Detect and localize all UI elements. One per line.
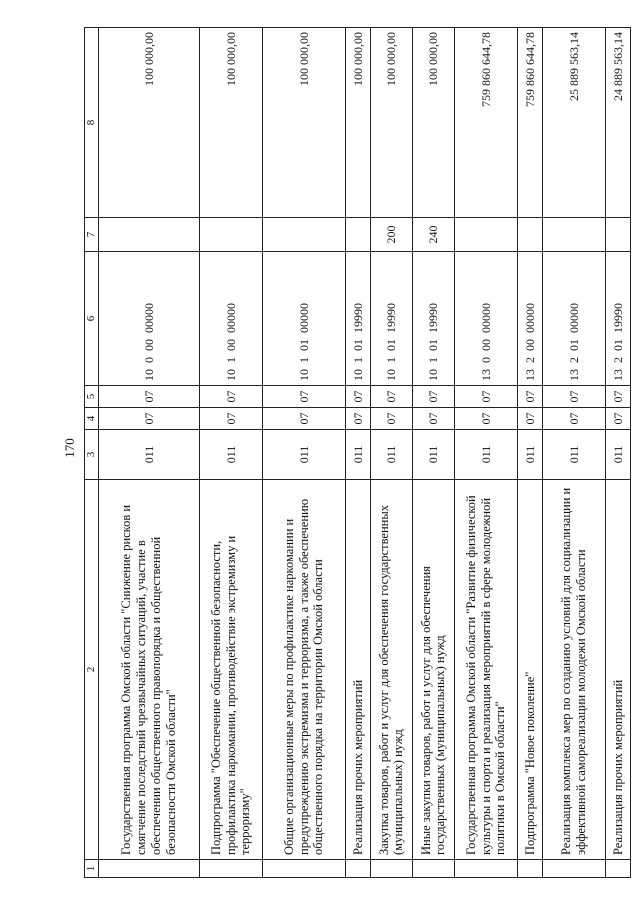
row-number-cell — [454, 860, 517, 878]
expense-type-cell — [542, 218, 605, 252]
row-name-cell: Закупка товаров, работ и услуг для обеспечения государственных (муниципальных) нужд — [370, 480, 412, 860]
section-code-cell: 07 — [262, 408, 345, 430]
expense-type-cell — [454, 218, 517, 252]
expense-type-cell — [605, 218, 630, 252]
table-row — [605, 28, 630, 878]
amount-cell: 100 000,00 — [412, 28, 454, 218]
row-number-cell — [98, 860, 199, 878]
amount-cell: 100 000,00 — [370, 28, 412, 218]
section-code-cell: 07 — [542, 408, 605, 430]
amount-cell: 759 860 644,78 — [454, 28, 517, 218]
row-name-cell: Подпрограмма "Новое поколение" — [517, 480, 542, 860]
subsection-code-cell: 07 — [454, 386, 517, 408]
admin-code-cell: 011 — [199, 430, 262, 480]
row-name-cell: Реализация комплекса мер по созданию условий для социализации и эффективной самореализации молодежи Омской области — [542, 480, 605, 860]
column-header: 2 — [85, 480, 99, 860]
admin-code-cell: 011 — [262, 430, 345, 480]
table-row — [98, 28, 199, 878]
amount-cell: 759 860 644,78 — [517, 28, 542, 218]
amount-cell: 100 000,00 — [199, 28, 262, 218]
subsection-code-cell: 07 — [542, 386, 605, 408]
subsection-code-cell: 07 — [370, 386, 412, 408]
section-code-cell: 07 — [370, 408, 412, 430]
row-number-cell — [605, 860, 630, 878]
section-code-cell: 07 — [517, 408, 542, 430]
target-article-cell: 13 0 00 00000 — [454, 252, 517, 386]
amount-cell: 25 889 563,14 — [542, 28, 605, 218]
admin-code-cell: 011 — [412, 430, 454, 480]
admin-code-cell: 011 — [370, 430, 412, 480]
row-name-cell: Общие организационные меры по профилактике наркомании и предупреждению экстремизма и терроризма, а также обеспечению общественного порядка на территории Омской области — [262, 480, 345, 860]
subsection-code-cell: 07 — [412, 386, 454, 408]
target-article-cell: 13 2 00 00000 — [517, 252, 542, 386]
table-row — [199, 28, 262, 878]
expense-type-cell: 200 — [370, 218, 412, 252]
section-code-cell: 07 — [454, 408, 517, 430]
column-header: 8 — [85, 28, 99, 218]
target-article-cell: 10 1 00 00000 — [199, 252, 262, 386]
row-name-cell: Иные закупки товаров, работ и услуг для обеспечения государственных (муниципальных) нужд — [412, 480, 454, 860]
amount-cell: 100 000,00 — [262, 28, 345, 218]
section-code-cell: 07 — [98, 408, 199, 430]
column-header: 5 — [85, 386, 99, 408]
row-number-cell — [412, 860, 454, 878]
subsection-code-cell: 07 — [199, 386, 262, 408]
rotated-page — [62, 28, 625, 878]
section-code-cell: 07 — [199, 408, 262, 430]
row-number-cell — [542, 860, 605, 878]
subsection-code-cell: 07 — [605, 386, 630, 408]
page-number: 170 — [62, 438, 77, 458]
subsection-code-cell: 07 — [98, 386, 199, 408]
row-number-cell — [370, 860, 412, 878]
table-row — [345, 28, 370, 878]
column-header: 6 — [85, 252, 99, 386]
expense-type-cell — [98, 218, 199, 252]
amount-cell: 100 000,00 — [98, 28, 199, 218]
column-header: 7 — [85, 218, 99, 252]
admin-code-cell: 011 — [454, 430, 517, 480]
column-header: 4 — [85, 408, 99, 430]
row-number-cell — [262, 860, 345, 878]
row-name-cell: Реализация прочих мероприятий — [345, 480, 370, 860]
expense-type-cell — [345, 218, 370, 252]
row-name-cell: Государственная программа Омской области "Развитие физической культуры и спорта и реализация мероприятий в сфере молодежной политики в Омской области" — [454, 480, 517, 860]
row-number-cell — [199, 860, 262, 878]
expense-type-cell — [262, 218, 345, 252]
row-number-cell — [517, 860, 542, 878]
admin-code-cell: 011 — [345, 430, 370, 480]
subsection-code-cell: 07 — [345, 386, 370, 408]
section-code-cell: 07 — [345, 408, 370, 430]
target-article-cell: 10 1 01 19990 — [370, 252, 412, 386]
row-number-cell — [345, 860, 370, 878]
amount-cell: 100 000,00 — [345, 28, 370, 218]
target-article-cell: 10 1 01 19990 — [412, 252, 454, 386]
subsection-code-cell: 07 — [262, 386, 345, 408]
table-row — [370, 28, 412, 878]
section-code-cell: 07 — [412, 408, 454, 430]
admin-code-cell: 011 — [517, 430, 542, 480]
subsection-code-cell: 07 — [517, 386, 542, 408]
target-article-cell: 10 1 01 19990 — [345, 252, 370, 386]
table-row — [517, 28, 542, 878]
table-row — [542, 28, 605, 878]
admin-code-cell: 011 — [542, 430, 605, 480]
target-article-cell: 13 2 01 00000 — [542, 252, 605, 386]
table-row — [454, 28, 517, 878]
amount-cell: 24 889 563,14 — [605, 28, 630, 218]
column-header: 1 — [85, 860, 99, 878]
target-article-cell: 13 2 01 19990 — [605, 252, 630, 386]
header-row — [85, 28, 99, 878]
row-name-cell: Государственная программа Омской области "Снижение рисков и смягчение последствий чрезвычайных ситуаций, участие в обеспечении общественного правопорядка и общественной безопасности Омской области" — [98, 480, 199, 860]
section-code-cell: 07 — [605, 408, 630, 430]
table-row — [412, 28, 454, 878]
admin-code-cell: 011 — [605, 430, 630, 480]
column-header: 3 — [85, 430, 99, 480]
admin-code-cell: 011 — [98, 430, 199, 480]
target-article-cell: 10 0 00 00000 — [98, 252, 199, 386]
expense-type-cell — [517, 218, 542, 252]
expense-type-cell — [199, 218, 262, 252]
row-name-cell: Реализация прочих мероприятий — [605, 480, 630, 860]
budget-table — [84, 27, 631, 878]
expense-type-cell: 240 — [412, 218, 454, 252]
target-article-cell: 10 1 01 00000 — [262, 252, 345, 386]
table-row — [262, 28, 345, 878]
row-name-cell: Подпрограмма "Обеспечение общественной безопасности, профилактика наркомании, противодействие экстремизму и терроризму" — [199, 480, 262, 860]
